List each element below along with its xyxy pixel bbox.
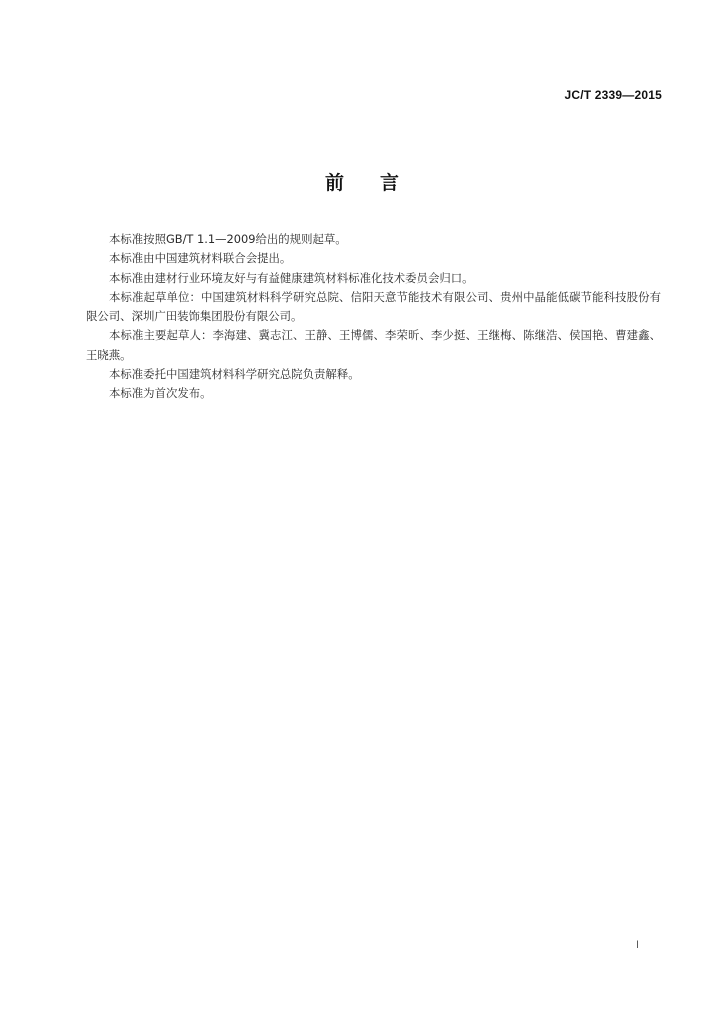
preface-paragraph-interpretation: 本标准委托中国建筑材料科学研究总院负责解释。 — [109, 367, 360, 382]
preface-paragraph-drafting-rules: 本标准按照GB/T 1.1—2009给出的规则起草。 — [109, 232, 347, 246]
preface-paragraph-committee: 本标准由建材行业环境友好与有益健康建筑材料标准化技术委员会归口。 — [109, 270, 474, 285]
preface-paragraph-proposer: 本标准由中国建筑材料联合会提出。 — [109, 251, 292, 266]
document-code: JC/T 2339—2015 — [564, 88, 662, 102]
page-number: Ⅰ — [636, 940, 639, 951]
preface-title: 前言 — [324, 172, 435, 194]
preface-paragraph-first-release: 本标准为首次发布。 — [109, 386, 212, 401]
preface-body — [86, 230, 661, 404]
preface-paragraph-drafters: 本标准主要起草人：李海建、冀志江、王静、王博儒、李荣昕、李少挺、王继梅、陈继浩、侯国艳、曹建鑫、王晓燕。 — [86, 328, 661, 362]
preface-paragraph-drafting-units: 本标准起草单位：中国建筑材料科学研究总院、信阳天意节能技术有限公司、贵州中晶能低碳节能科技股份有限公司、深圳广田装饰集团股份有限公司。 — [86, 289, 661, 324]
